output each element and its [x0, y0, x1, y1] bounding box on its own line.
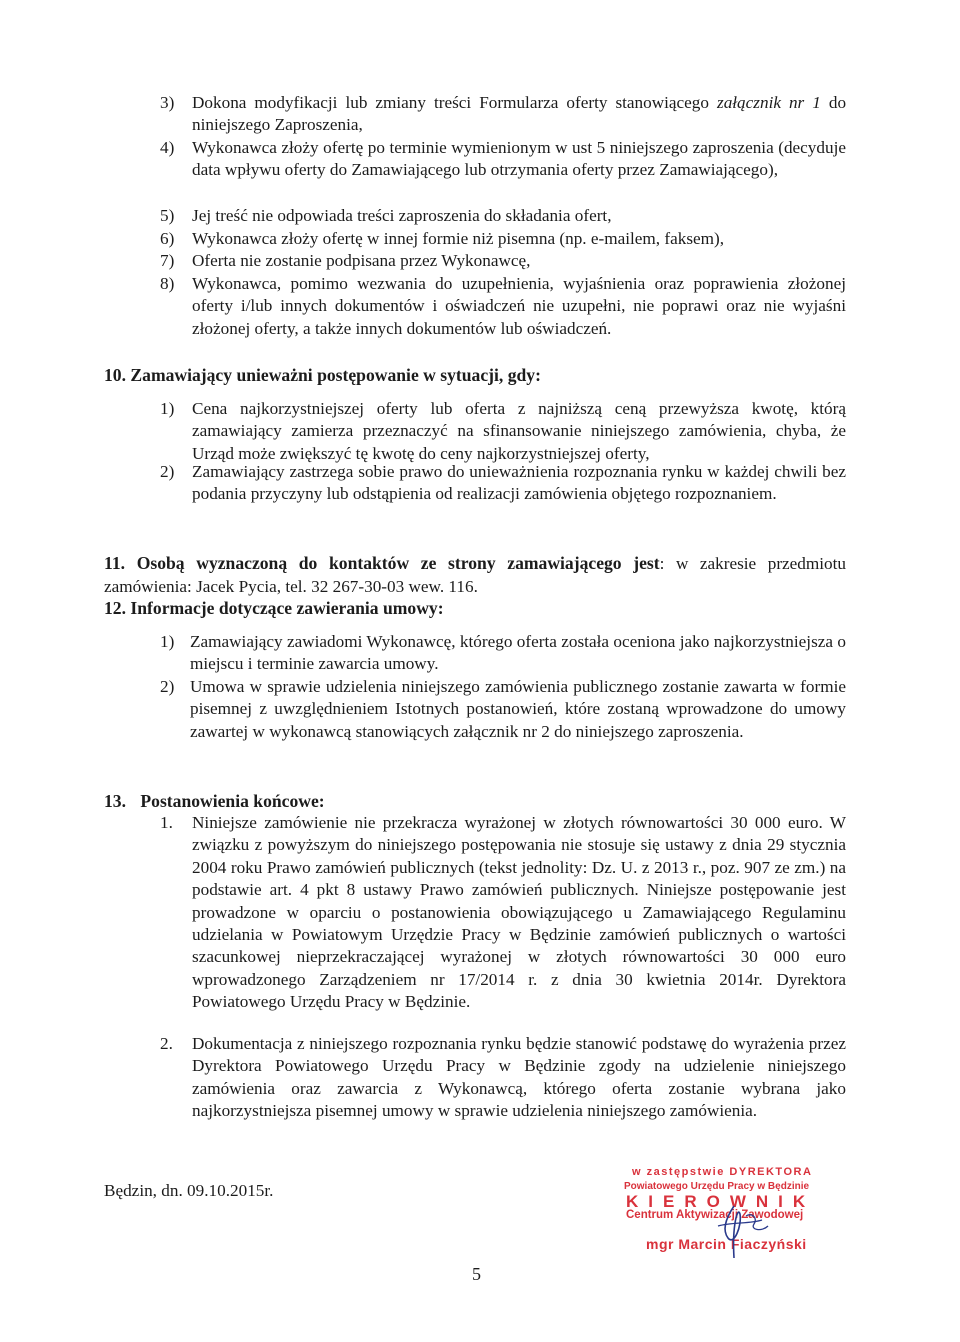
- official-stamp: [622, 1166, 844, 1262]
- section-title: Postanowienia końcowe:: [140, 791, 325, 811]
- section-heading-12: [104, 597, 846, 619]
- contact-info: : w zakresie przedmiotu zamówienia: Jacek Pycia, tel. 32 267-30-03 wew. 116.: [104, 554, 847, 597]
- item-number: 8): [160, 274, 175, 293]
- item-number: 1): [160, 399, 175, 418]
- list-item-4: [160, 137, 846, 182]
- item-text: Wykonawca, pomimo wezwania do uzupełnienia, wyjaśnienia oraz poprawienia złożonej oferty i/lub innych dokumentów i oświadczeń nie uzupełni, nie poprawi oraz nie wyjaśni złożonej oferty, a także innych dokumentów lub oświadczeń.: [192, 274, 846, 338]
- date-line: Będzin, dn. 09.10.2015r.: [104, 1181, 274, 1200]
- list-item-5: [160, 205, 846, 227]
- item-text: Dokumentacja z niniejszego rozpoznania rynku będzie stanowić podstawę do wyrażenia przez Dyrektora Powiatowego Urzędu Pracy w Będzinie zgody na udzielenie niniejszego zamówienia oraz zawarcia z Wykonawcą, którego oferta zostanie wybrana jako najkorzystniejsza pisemnej umowy w sprawie udzielenia niniejszego zamówienia.: [192, 1034, 846, 1121]
- item-number: 2): [160, 462, 175, 481]
- section-title: Osobą wyznaczoną do kontaktów ze strony zamawiającego jest: [136, 553, 660, 573]
- section-title: Informacje dotyczące zawierania umowy:: [130, 598, 444, 618]
- list-item-6: [160, 228, 846, 250]
- item-text: Oferta nie zostanie podpisana przez Wykonawcę,: [192, 251, 531, 270]
- item-text: Cena najkorzystniejszej oferty lub oferta z najniższą ceną przewyższa kwotę, którą zamawiający zamierza przeznaczyć na sfinansowanie niniejszego zamówienia, chyba, że Urząd może zwiększyć tę kwotę do ceny najkorzystniejszej oferty,: [192, 399, 846, 463]
- item-text: Dokona modyfikacji lub zmiany treści Formularza oferty stanowiącego załącznik nr 1 do niniejszego Zaproszenia,: [192, 93, 847, 135]
- item-text: Jej treść nie odpowiada treści zaproszenia do składania ofert,: [192, 206, 612, 225]
- stamp-line-2: Powiatowego Urzędu Pracy w Będzinie: [624, 1181, 810, 1192]
- section-heading-10: [104, 364, 846, 386]
- list-item-10-1: [160, 398, 846, 465]
- item-number: 3): [160, 93, 175, 112]
- stamp-line-4: Centrum Aktywizacji Zawodowej: [626, 1209, 804, 1221]
- section-heading-11: [104, 552, 846, 599]
- item-text: Zamawiający zawiadomi Wykonawcę, którego oferta została oceniona jako najkorzystniejsza o miejscu i terminie zawarcia umowy.: [190, 632, 846, 674]
- section-title: Zamawiający unieważni postępowanie w sytuacji, gdy:: [130, 365, 541, 385]
- stamp-line-1: w zastępstwie DYREKTORA: [632, 1166, 813, 1178]
- item-number: 6): [160, 229, 175, 248]
- list-item-8: [160, 273, 846, 340]
- item-number: 2): [160, 677, 175, 696]
- section-number: 11.: [104, 553, 126, 573]
- item-text: Zamawiający zastrzega sobie prawo do unieważnienia rozpoznania rynku w każdej chwili bez podania przyczyny lub odstąpienia od realizacji zamówienia objętego rozpoznaniem.: [192, 462, 846, 504]
- section-number: 10.: [104, 365, 126, 385]
- list-item-13-2: [160, 1033, 846, 1123]
- page-number: 5: [472, 1264, 481, 1284]
- list-item-12-1: [160, 631, 846, 676]
- list-item-13-1: [160, 812, 846, 1014]
- list-item-3: [160, 92, 846, 137]
- section-heading-13: [104, 790, 846, 812]
- stamp-line-3: KIEROWNIK: [626, 1192, 816, 1211]
- item-number: 2.: [160, 1034, 173, 1053]
- item-text: Wykonawca złoży ofertę po terminie wymienionym w ust 5 niniejszego zaproszenia (decyduje data wpływu oferty do Zamawiającego lub otrzymania oferty przez Zamawiającego),: [192, 138, 846, 180]
- section-number: 13.: [104, 791, 126, 811]
- item-number: 1): [160, 632, 175, 651]
- section-number: 12.: [104, 598, 126, 618]
- item-text: Umowa w sprawie udzielenia niniejszego zamówienia publicznego zostanie zawarta w formie pisemnej z uwzględnieniem Istotnych postanowień, które zostaną wprowadzone do umowy zawartej w wykonawcą stanowiących załącznik nr 2 do niniejszego zaproszenia.: [190, 677, 846, 741]
- item-number: 7): [160, 251, 175, 270]
- list-item-7: [160, 250, 846, 272]
- item-number: 1.: [160, 813, 173, 832]
- list-item-12-2: [160, 676, 846, 743]
- item-number: 5): [160, 206, 175, 225]
- item-text: Wykonawca złoży ofertę w innej formie niż pisemna (np. e-mailem, faksem),: [192, 229, 725, 248]
- item-text: Niniejsze zamówienie nie przekracza wyrażonej w złotych równowartości 30 000 euro. W związku z powyższym do niniejszego postępowania nie stosuje się ustawy z dnia 29 stycznia 2004 roku Prawo zamówień publicznych (tekst jednolity: Dz. U. z 2013 r., poz. 907 ze zm.) na podstawie art. 4 pkt 8 ustawy Prawo zamówień publicznych. Niniejsze postępowanie jest prowadzone w oparciu o postanowienia obowiązującego u Zamawiającego Regulaminu udzielania w Powiatowym Urzędzie Pracy w Będzinie zamówień publicznych o wartości szacunkowej nieprzekraczającej wyrażonej w złotych równowartości 30 000 euro wprowadzonego Zarządzeniem nr 17/2014 r. z dnia 30 kwietnia 2014r. Dyrektora Powiatowego Urzędu Pracy w Będzinie.: [192, 813, 846, 1012]
- stamp-line-5: mgr Marcin Fiaczyński: [646, 1236, 807, 1252]
- handwritten-signature: [622, 1166, 844, 1262]
- item-number: 4): [160, 138, 175, 157]
- list-item-10-2: [160, 461, 846, 506]
